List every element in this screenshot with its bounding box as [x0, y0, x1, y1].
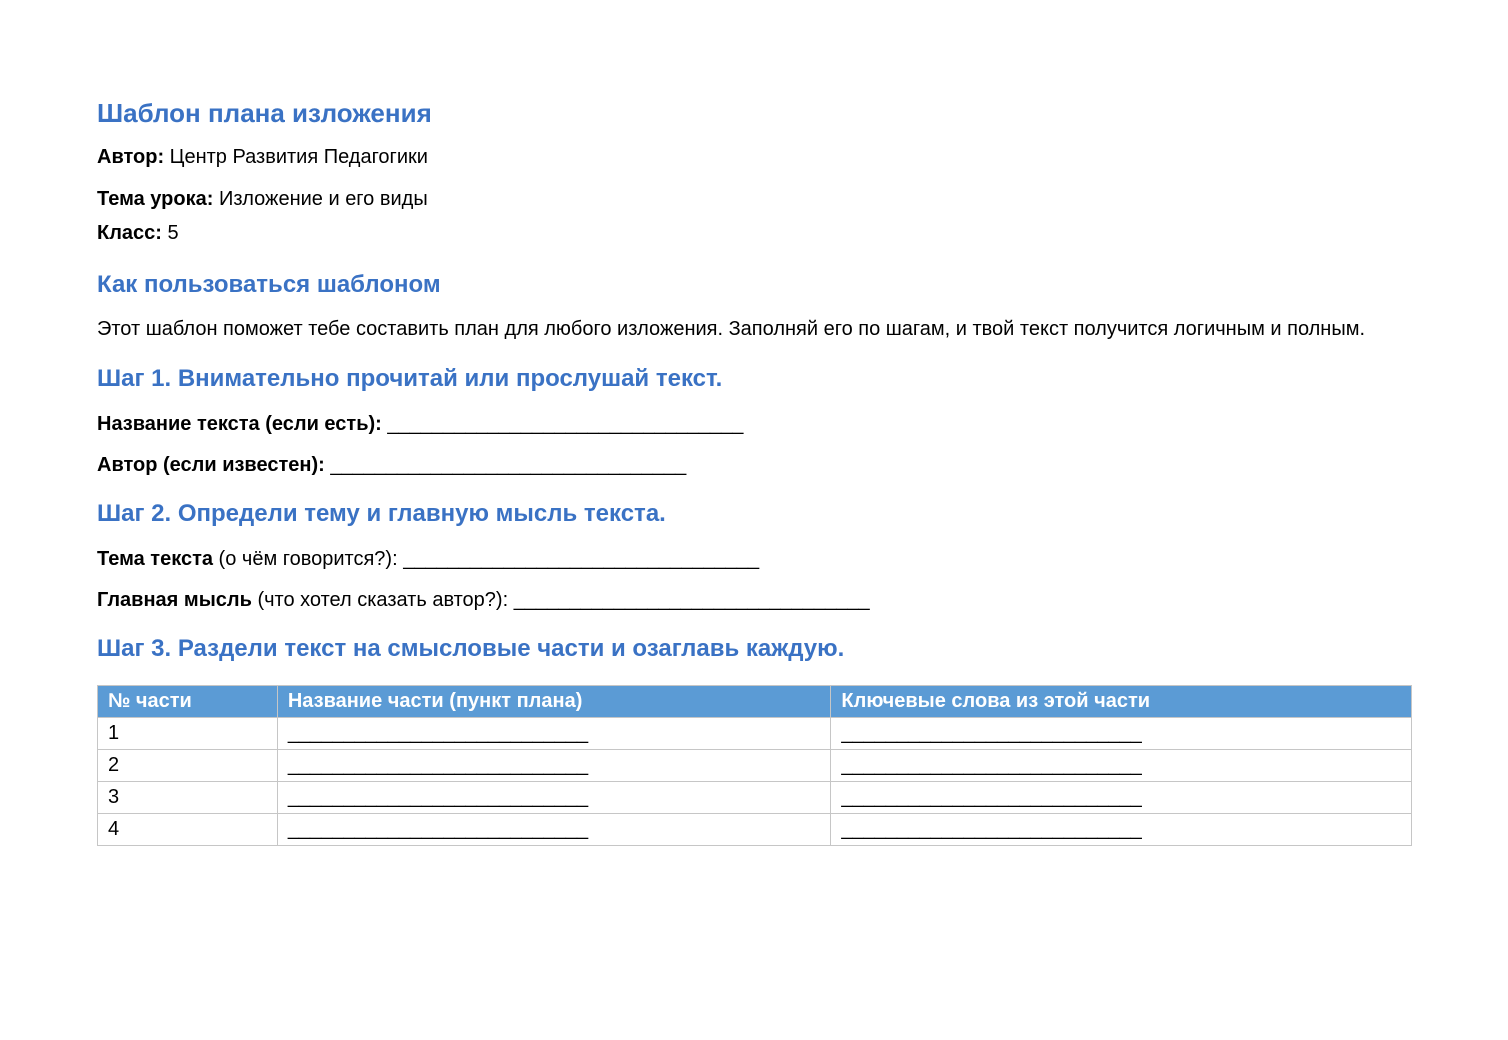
main-idea-label: Главная мысль — [97, 589, 252, 611]
text-author-label: Автор (если известен): — [97, 454, 325, 476]
step3-heading: Шаг 3. Раздели текст на смысловые части и озаглавь каждую. — [97, 635, 845, 662]
keywords-cell: ___________________________ — [831, 718, 1412, 750]
part-number-cell: 3 — [98, 782, 278, 814]
part-title-cell: ___________________________ — [277, 750, 831, 782]
text-name-field — [97, 412, 1411, 437]
step2-heading: Шаг 2. Определи тему и главную мысль текста. — [97, 500, 666, 527]
table-row — [98, 782, 1412, 814]
text-author-field — [97, 453, 1411, 478]
table-header-row — [98, 686, 1412, 718]
keywords-cell: ___________________________ — [831, 782, 1412, 814]
lesson-topic-label: Тема урока: — [97, 188, 214, 210]
table-row — [98, 718, 1412, 750]
lesson-topic-value: Изложение и его виды — [213, 188, 428, 210]
howto-heading: Как пользоваться шаблоном — [97, 271, 441, 298]
grade-line — [97, 221, 1411, 246]
grade-value: 5 — [161, 222, 179, 244]
column-header-part-title: Название части (пункт плана) — [277, 686, 831, 718]
keywords-cell: ___________________________ — [831, 814, 1412, 846]
author-label: Автор: — [97, 146, 165, 168]
grade-label: Класс: — [97, 222, 162, 244]
part-number-cell: 2 — [98, 750, 278, 782]
keywords-cell: ___________________________ — [831, 750, 1412, 782]
howto-text: Этот шаблон поможет тебе составить план для любого изложения. Заполняй его по шагам, и твой текст получится логичным и полным. — [97, 318, 1366, 340]
theme-hint: (о чём говорится?): — [213, 548, 398, 570]
main-idea-field — [97, 588, 1411, 613]
step1-heading: Шаг 1. Внимательно прочитай или прослушай текст. — [97, 365, 723, 392]
document-title: Шаблон плана изложения — [97, 98, 432, 128]
part-number-cell: 4 — [98, 814, 278, 846]
text-author-blank: ________________________________ — [324, 454, 687, 476]
theme-label: Тема текста — [97, 548, 213, 570]
plan-table — [97, 685, 1412, 846]
theme-field — [97, 547, 1411, 572]
column-header-part-number: № части — [98, 686, 278, 718]
table-row — [98, 814, 1412, 846]
column-header-keywords: Ключевые слова из этой части — [831, 686, 1412, 718]
author-line — [97, 145, 1411, 170]
main-idea-blank: ________________________________ — [508, 589, 870, 611]
part-title-cell: ___________________________ — [277, 814, 831, 846]
lesson-topic-line — [97, 187, 1411, 212]
document-content — [97, 96, 1411, 846]
text-name-blank: ________________________________ — [381, 413, 744, 435]
text-name-label: Название текста (если есть): — [97, 413, 382, 435]
theme-blank: ________________________________ — [397, 548, 760, 570]
part-title-cell: ___________________________ — [277, 782, 831, 814]
part-number-cell: 1 — [98, 718, 278, 750]
part-title-cell: ___________________________ — [277, 718, 831, 750]
main-idea-hint: (что хотел сказать автор?): — [251, 589, 509, 611]
author-value: Центр Развития Педагогики — [164, 146, 428, 168]
table-row — [98, 750, 1412, 782]
